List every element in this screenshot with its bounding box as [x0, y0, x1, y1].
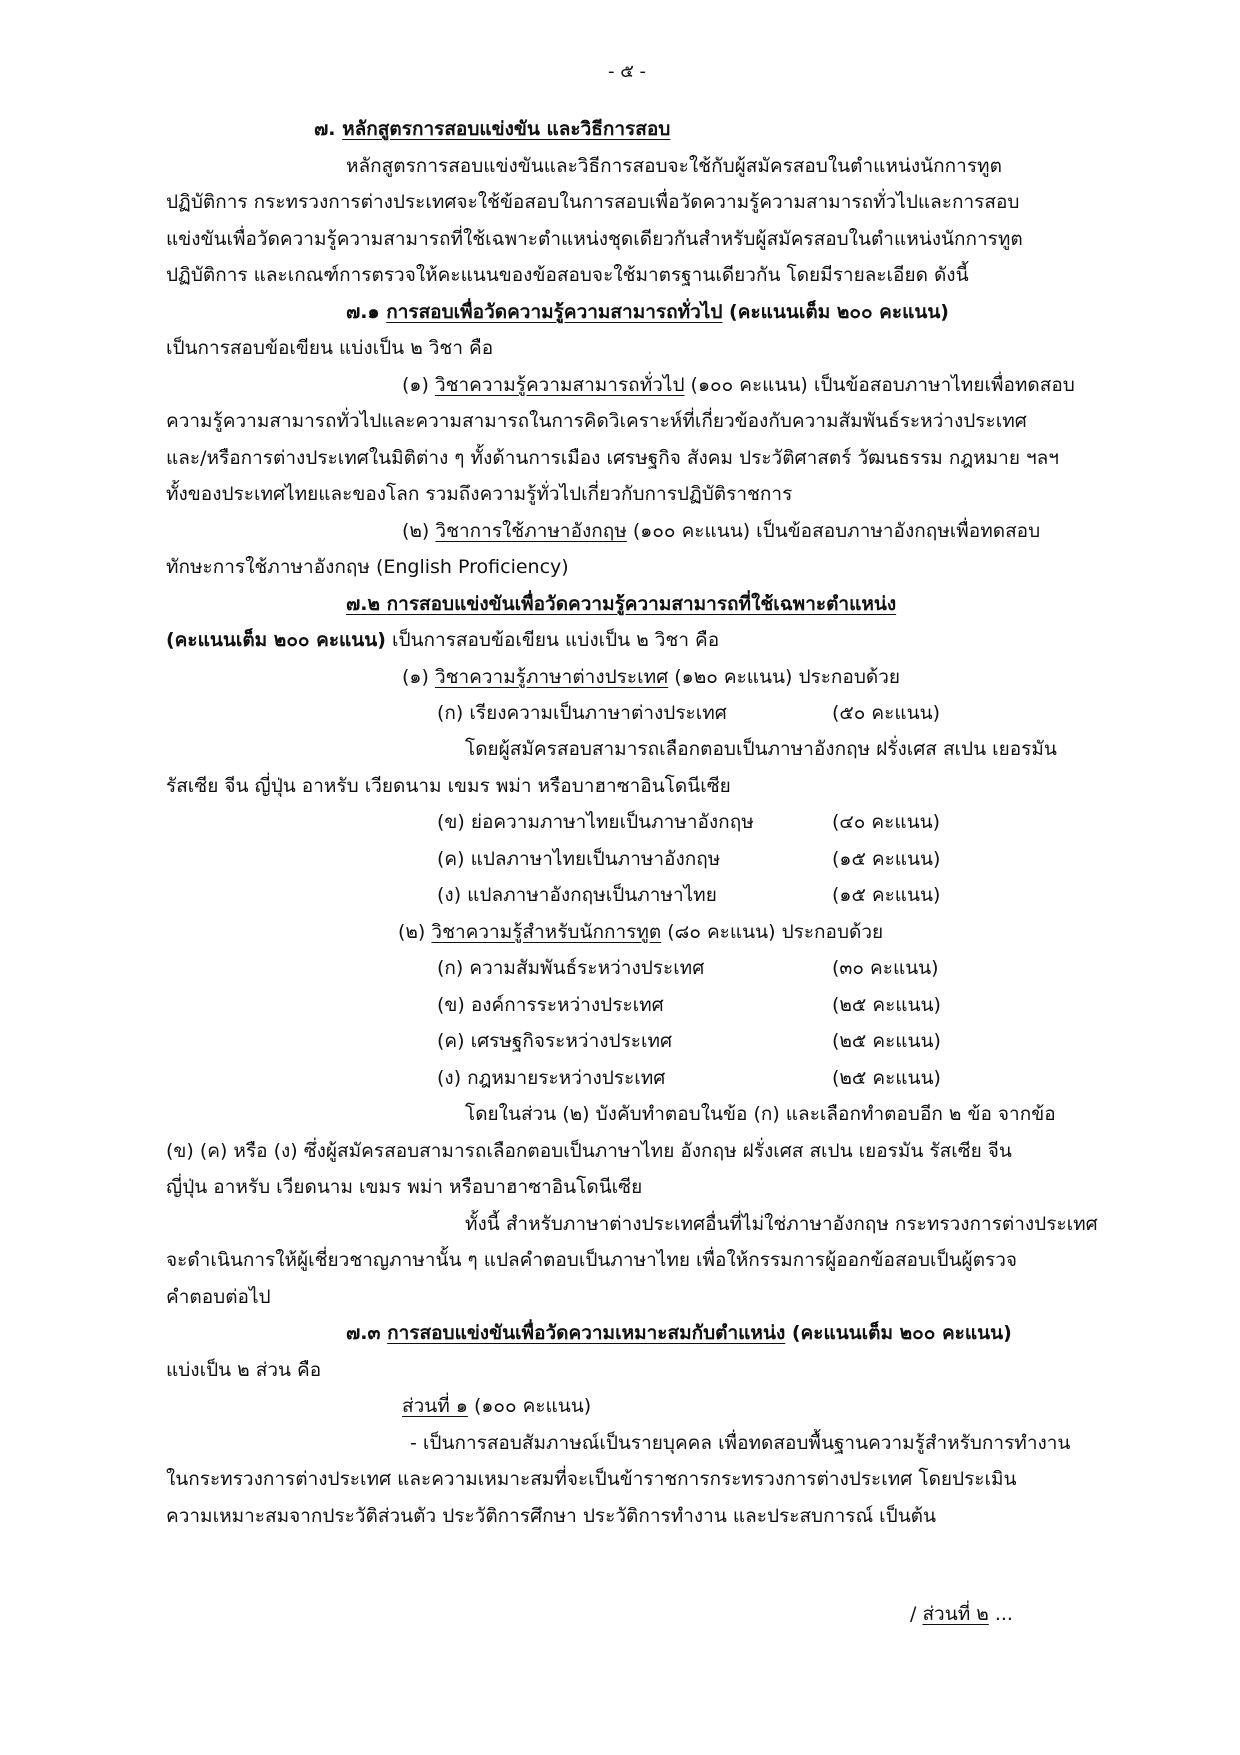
section-7-3-part-1-line-3: ความเหมาะสมจากประวัติส่วนตัว ประวัติการศึกษา ประวัติการทำงาน และประสบการณ์ เป็นต้น — [166, 1505, 937, 1527]
list-item-score: (๒๕ คะแนน) — [832, 994, 941, 1016]
section-7-1-sub-2-line-2: ทักษะการใช้ภาษาอังกฤษ (English Proficiency) — [166, 556, 569, 578]
list-item-label: (ค) แปลภาษาไทยเป็นภาษาอังกฤษ — [437, 848, 721, 870]
section-7-1-sub-1-line-3: และ/หรือการต่างประเทศในมิติต่าง ๆ ทั้งด้านการเมือง เศรษฐกิจ สังคม ประวัติศาสตร์ วัฒนธรรม กฎหมาย ฯลฯ — [166, 447, 1059, 469]
section-7-1-title: การสอบเพื่อวัดความรู้ความสามารถทั่วไป — [386, 301, 723, 323]
section-7-3-number: ๗.๓ — [346, 1322, 381, 1344]
list-item-score: (๔๐ คะแนน) — [832, 811, 940, 833]
list-item-label: (ก) เรียงความเป็นภาษาต่างประเทศ — [437, 702, 727, 724]
section-7-intro-line-4: ปฏิบัติการ และเกณฑ์การตรวจให้คะแนนของข้อสอบจะใช้มาตรฐานเดียวกัน โดยมีรายละเอียด ดังนี้ — [166, 264, 969, 286]
section-7-3-desc: แบ่งเป็น ๒ ส่วน คือ — [166, 1359, 322, 1381]
continuation-slash: / — [910, 1603, 917, 1625]
section-7-2-lang-note-line-1: โดยผู้สมัครสอบสามารถเลือกตอบเป็นภาษาอังกฤษ ฝรั่งเศส สเปน เยอรมัน — [465, 738, 1057, 760]
section-7-3-part-1-line-2: ในกระทรวงการต่างประเทศ และความเหมาะสมที่จะเป็นข้าราชการกระทรวงการต่างประเทศ โดยประเมิน — [166, 1468, 1017, 1490]
list-item-label: (ข) ย่อความภาษาไทยเป็นภาษาอังกฤษ — [437, 811, 754, 833]
section-7-1-number: ๗.๑ — [346, 301, 380, 323]
section-7-2-part-2-line-2: (ข) (ค) หรือ (ง) ซึ่งผู้สมัครสอบสามารถเลือกตอบเป็นภาษาไทย อังกฤษ ฝรั่งเศส สเปน เยอรมัน รัสเซีย จีน — [166, 1140, 1012, 1162]
sub-1-title: วิชาความรู้ภาษาต่างประเทศ — [434, 666, 669, 688]
sub-1-title: วิชาความรู้ความสามารถทั่วไป — [434, 374, 685, 396]
page-number: - ๕ - — [608, 61, 647, 82]
section-7-2-title: การสอบแข่งขันเพื่อวัดความรู้ความสามารถที่ใช้เฉพาะตำแหน่ง — [386, 593, 897, 615]
list-item-label: (ง) กฎหมายระหว่างประเทศ — [437, 1067, 666, 1089]
continuation-ellipsis: ... — [994, 1603, 1013, 1625]
section-7-2-desc: เป็นการสอบข้อเขียน แบ่งเป็น ๒ วิชา คือ — [392, 629, 720, 651]
section-7-2-number: ๗.๒ — [346, 593, 381, 615]
sub-1-number: (๑) — [402, 666, 429, 688]
sub-2-title: วิชาความรู้สำหรับนักการทูต — [431, 921, 662, 943]
list-item-label: (ก) ความสัมพันธ์ระหว่างประเทศ — [437, 957, 705, 979]
section-7-intro-line-3: แข่งขันเพื่อวัดความรู้ความสามารถที่ใช้เฉพาะตำแหน่งชุดเดียวกันสำหรับผู้สมัครสอบในตำแหน่งนักการทูต — [166, 228, 1023, 250]
section-7-1-score: (คะแนนเต็ม ๒๐๐ คะแนน) — [729, 301, 949, 323]
section-7-2-desc-line — [166, 626, 719, 654]
section-7-1-sub-1 — [402, 371, 1075, 399]
part-1-score: (๑๐๐ คะแนน) — [473, 1395, 592, 1417]
section-7-2-sub-2 — [398, 918, 883, 946]
section-7-2-heading — [346, 590, 896, 618]
part-1-title: ส่วนที่ ๑ — [402, 1395, 468, 1417]
sub-2-title: วิชาการใช้ภาษาอังกฤษ — [435, 520, 627, 542]
section-7-2-other-line-2: จะดำเนินการให้ผู้เชี่ยวชาญภาษานั้น ๆ แปลคำตอบเป็นภาษาไทย เพื่อให้กรรมการผู้ออกข้อสอบเป็นผู้ตรวจ — [166, 1249, 1018, 1271]
list-item-score: (๒๕ คะแนน) — [832, 1030, 941, 1052]
sub-2-number: (๒) — [402, 520, 430, 542]
section-7-2-other-line-3: คำตอบต่อไป — [166, 1286, 271, 1308]
section-7-3-part-1-line-1: - เป็นการสอบสัมภาษณ์เป็นรายบุคคล เพื่อทดสอบพื้นฐานความรู้สำหรับการทำงาน — [410, 1432, 1071, 1454]
list-item-label: (ง) แปลภาษาอังกฤษเป็นภาษาไทย — [437, 884, 717, 906]
sub-2-rest: (๘๐ คะแนน) ประกอบด้วย — [667, 921, 884, 943]
sub-2-rest: (๑๐๐ คะแนน) เป็นข้อสอบภาษาอังกฤษเพื่อทดสอบ — [632, 520, 1041, 542]
section-7-1-desc: เป็นการสอบข้อเขียน แบ่งเป็น ๒ วิชา คือ — [166, 337, 494, 359]
section-7-2-sub-1 — [402, 663, 900, 691]
section-7-intro-line-2: ปฏิบัติการ กระทรวงการต่างประเทศจะใช้ข้อสอบในการสอบเพื่อวัดความรู้ความสามารถทั่วไปและการสอบ — [166, 191, 1020, 213]
list-item-score: (๒๕ คะแนน) — [832, 1067, 941, 1089]
section-7-1-sub-1-line-2: ความรู้ความสามารถทั่วไปและความสามารถในการคิดวิเคราะห์ที่เกี่ยวข้องกับความสัมพันธ์ระหว่างประเทศ — [166, 410, 1027, 432]
section-7-2-lang-note-line-2: รัสเซีย จีน ญี่ปุ่น อาหรับ เวียดนาม เขมร พม่า หรือบาฮาซาอินโดนีเซีย — [166, 775, 731, 797]
section-7-2-score: (คะแนนเต็ม ๒๐๐ คะแนน) — [166, 629, 386, 651]
section-7-1-sub-1-line-4: ทั้งของประเทศไทยและของโลก รวมถึงความรู้ทั่วไปเกี่ยวกับการปฏิบัติราชการ — [166, 483, 793, 505]
sub-2-number: (๒) — [398, 921, 426, 943]
section-7-3-heading — [346, 1319, 1012, 1347]
section-7-3-title: การสอบแข่งขันเพื่อวัดความเหมาะสมกับตำแหน่ง — [387, 1322, 786, 1344]
list-item-label: (ข) องค์การระหว่างประเทศ — [437, 994, 664, 1016]
section-7-1-sub-2 — [402, 517, 1040, 545]
section-7-3-score: (คะแนนเต็ม ๒๐๐ คะแนน) — [791, 1322, 1012, 1344]
section-7-2-part-2-line-1: โดยในส่วน (๒) บังคับทำตอบในข้อ (ก) และเลือกทำตอบอีก ๒ ข้อ จากข้อ — [465, 1103, 1056, 1125]
section-7-title: หลักสูตรการสอบแข่งขัน และวิธีการสอบ — [342, 118, 671, 140]
section-7-1-heading — [346, 298, 949, 326]
section-7-3-part-1 — [402, 1392, 591, 1420]
section-7-2-other-line-1: ทั้งนี้ สำหรับภาษาต่างประเทศอื่นที่ไม่ใช่ภาษาอังกฤษ กระทรวงการต่างประเทศ — [465, 1213, 1098, 1235]
section-7-heading — [314, 115, 670, 143]
section-7-intro-line-1: หลักสูตรการสอบแข่งขันและวิธีการสอบจะใช้กับผู้สมัครสอบในตำแหน่งนักการทูต — [346, 155, 1002, 177]
sub-1-rest: (๑๐๐ คะแนน) เป็นข้อสอบภาษาไทยเพื่อทดสอบ — [690, 374, 1075, 396]
list-item-score: (๓๐ คะแนน) — [832, 957, 939, 979]
continuation-label: ส่วนที่ ๒ — [922, 1603, 989, 1625]
list-item-label: (ค) เศรษฐกิจระหว่างประเทศ — [437, 1030, 673, 1052]
sub-1-number: (๑) — [402, 374, 429, 396]
section-7-2-part-2-line-3: ญี่ปุ่น อาหรับ เวียดนาม เขมร พม่า หรือบาฮาซาอินโดนีเซีย — [166, 1176, 643, 1198]
section-7-number: ๗. — [314, 118, 336, 140]
list-item-score: (๑๕ คะแนน) — [832, 848, 941, 870]
sub-1-rest: (๑๒๐ คะแนน) ประกอบด้วย — [674, 666, 901, 688]
list-item-score: (๑๕ คะแนน) — [832, 884, 941, 906]
list-item-score: (๕๐ คะแนน) — [832, 702, 940, 724]
continuation-marker — [910, 1600, 1013, 1628]
